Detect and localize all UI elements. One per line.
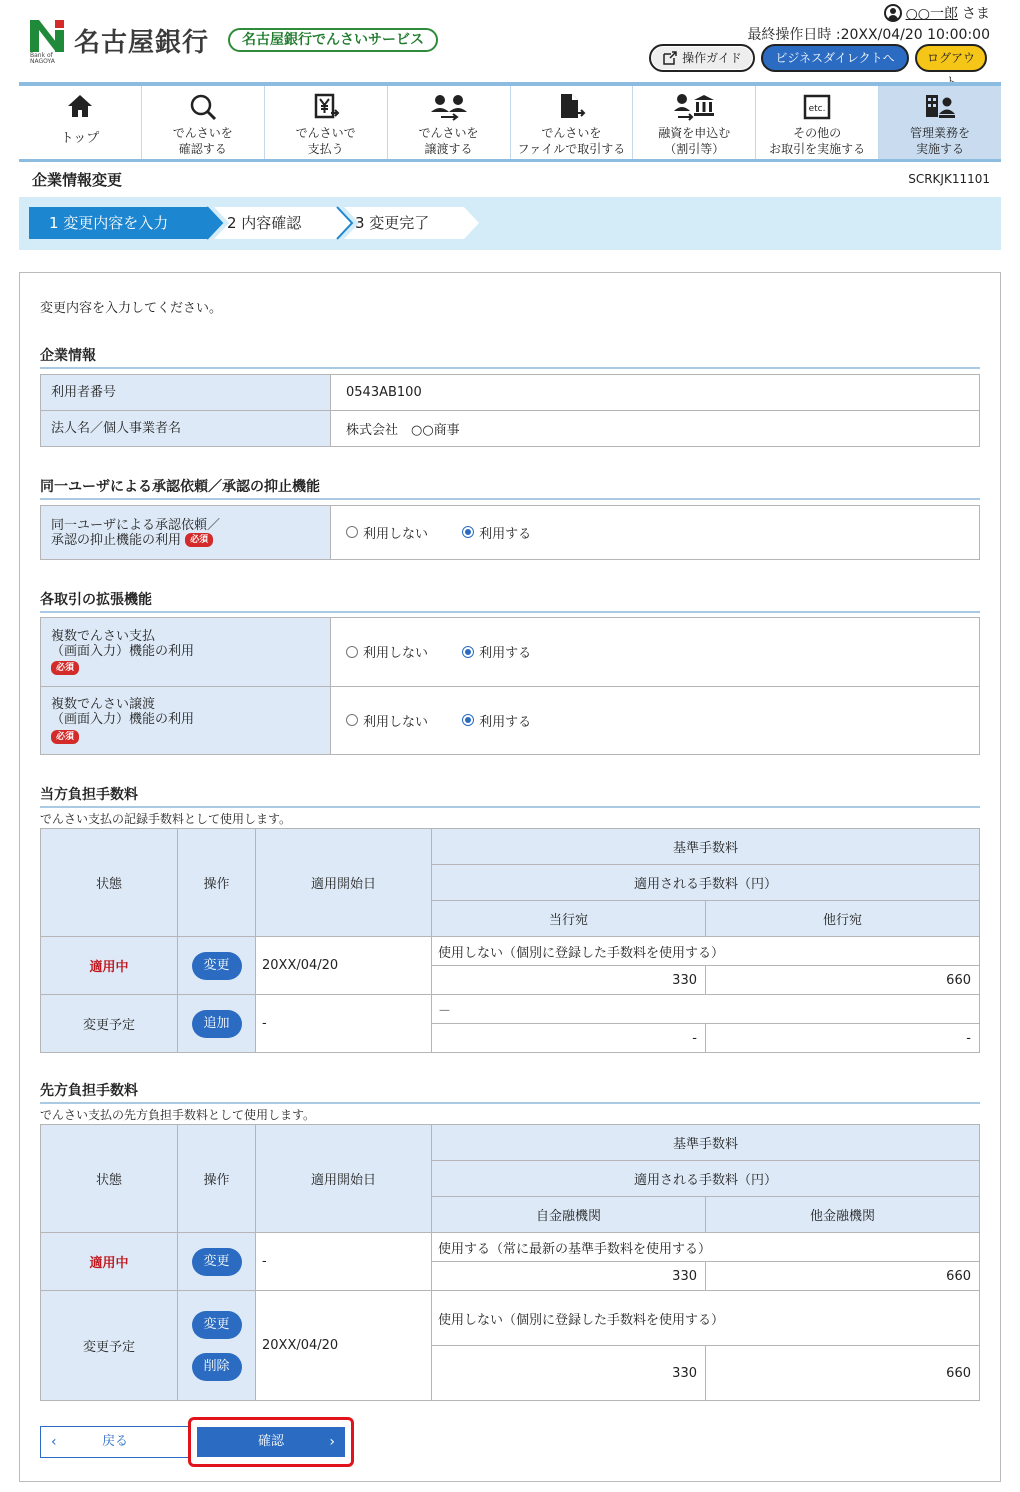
same-user-no-radio[interactable] <box>346 523 428 542</box>
other-fee-h-col2: 他金融機関 <box>706 1197 980 1233</box>
own-fee-table <box>40 828 980 1053</box>
other-fee-r2-note: 使用しない（個別に登録した手数料を使用する） <box>432 1291 980 1346</box>
nav-confirm-label-1: でんさいを <box>172 126 233 140</box>
main-panel <box>19 272 1001 1482</box>
nav-confirm-label-2: 確認する <box>178 142 227 156</box>
own-fee-r1-note: 使用しない（個別に登録した手数料を使用する） <box>432 937 980 966</box>
required-badge: 必須 <box>51 730 79 744</box>
other-fee-r1-op-cell <box>178 1233 256 1291</box>
other-fee-h-base: 基準手数料 <box>432 1125 980 1161</box>
other-fee-r2-date: 20XX/04/20 <box>256 1291 432 1401</box>
nav-pay-label-1: でんさいで <box>295 126 356 140</box>
corp-name-value: 株式会社 ○○商事 <box>331 411 980 447</box>
other-fee-h-start: 適用開始日 <box>256 1125 432 1233</box>
radio-selected-icon <box>462 646 474 658</box>
nav-transfer[interactable] <box>388 86 511 159</box>
radio-selected-icon <box>462 714 474 726</box>
step-3: 3 変更完了 <box>355 214 430 232</box>
admin-building-icon <box>923 92 957 122</box>
table-row <box>41 829 980 865</box>
other-fee-r1-note: 使用する（常に最新の基準手数料を使用する） <box>432 1233 980 1262</box>
nav-admin[interactable] <box>879 86 1001 159</box>
nav-confirm[interactable] <box>142 86 265 159</box>
own-fee-h-op: 操作 <box>178 829 256 937</box>
bank-sub-label: Bank of NAGOYA <box>30 52 55 65</box>
confirm-highlight <box>188 1417 354 1467</box>
nav-pay-label-2: 支払う <box>307 142 344 156</box>
own-fee-r1-date: 20XX/04/20 <box>256 937 432 995</box>
operation-guide-button[interactable] <box>649 44 755 72</box>
page-title: 企業情報変更 <box>32 171 123 189</box>
multi-pay-label <box>41 618 331 687</box>
header <box>0 0 1020 82</box>
other-fee-r2-op-cell <box>178 1291 256 1401</box>
other-fee-h-applied: 適用される手数料（円） <box>432 1161 980 1197</box>
nav-file-label-1: でんさいを <box>541 126 602 140</box>
user-no-value: 0543AB100 <box>331 375 980 411</box>
multi-transfer-label-1: 複数でんさい譲渡 <box>51 697 156 712</box>
required-badge: 必須 <box>51 661 79 675</box>
table-row <box>41 411 980 447</box>
same-user-yes-radio[interactable] <box>462 523 531 542</box>
other-fee-h-status: 状態 <box>41 1125 178 1233</box>
other-fee-r2-v2: 660 <box>706 1346 980 1401</box>
user-suffix: さま <box>962 6 990 22</box>
own-fee-r1-op-cell <box>178 937 256 995</box>
own-fee-add-button[interactable]: 追加 <box>192 1010 242 1038</box>
table-row <box>41 618 980 687</box>
nav-file-label-2: ファイルで取引する <box>517 142 626 156</box>
service-badge: 名古屋銀行でんさいサービス <box>228 28 438 52</box>
section-ext-title: 各取引の拡張機能 <box>40 589 980 613</box>
nav-file[interactable] <box>511 86 634 159</box>
other-fee-r1-status: 適用中 <box>41 1233 178 1291</box>
user-no-label: 利用者番号 <box>41 375 331 411</box>
own-fee-desc: でんさい支払の記録手数料として使用します。 <box>40 812 292 826</box>
required-badge: 必須 <box>185 533 213 547</box>
radio-label: 利用しない <box>363 646 429 662</box>
nav-pay[interactable] <box>265 86 388 159</box>
other-fee-r2-delete-button[interactable]: 削除 <box>192 1353 242 1381</box>
nav-admin-label-1: 管理業務を <box>910 126 971 140</box>
multi-transfer-label <box>41 687 331 755</box>
radio-label: 利用する <box>479 714 532 730</box>
other-fee-desc: でんさい支払の先方負担手数料として使用します。 <box>40 1108 316 1122</box>
multi-pay-yes-radio[interactable] <box>462 642 531 661</box>
last-operation-time: 最終操作日時 :20XX/04/20 10:00:00 <box>747 27 990 43</box>
nav-other[interactable] <box>756 86 879 159</box>
own-fee-r2-date: - <box>256 995 432 1053</box>
logout-button[interactable]: ログアウ <box>915 44 987 72</box>
same-user-options <box>331 506 980 560</box>
corp-name-label: 法人名／個人事業者名 <box>41 411 331 447</box>
back-label: 戻る <box>101 1434 128 1449</box>
chevron-right-icon: › <box>329 1434 335 1450</box>
screen-id: SCRKJK11101 <box>908 172 990 186</box>
nav-top-label: トップ <box>60 131 100 146</box>
nav-loan[interactable] <box>633 86 756 159</box>
radio-label: 利用する <box>479 646 532 662</box>
multi-transfer-options <box>331 687 980 755</box>
step-indicator <box>19 197 1001 250</box>
confirm-button[interactable] <box>197 1427 345 1457</box>
step-2: 2 内容確認 <box>227 214 302 232</box>
same-user-label-2: 承認の抑止機能の利用 <box>51 532 182 548</box>
nav-other-label-2: お取引を実施する <box>769 142 866 156</box>
bank-loan-icon <box>672 92 716 122</box>
radio-icon <box>346 714 358 726</box>
own-fee-h-status: 状態 <box>41 829 178 937</box>
multi-transfer-yes-radio[interactable] <box>462 711 531 730</box>
nav-loan-label-1: 融資を申込む <box>658 126 731 140</box>
radio-label: 利用しない <box>363 526 429 542</box>
user-name-link[interactable]: ○○一郎 <box>905 6 958 22</box>
chevron-left-icon: ‹ <box>51 1434 57 1450</box>
radio-label: 利用しない <box>363 714 429 730</box>
svg-text:etc.: etc. <box>808 104 826 114</box>
operation-guide-label: 操作ガイド <box>682 51 742 65</box>
search-icon <box>188 92 218 122</box>
nav-other-label-1: その他の <box>793 126 842 140</box>
table-row <box>41 687 980 755</box>
nav-admin-label-2: 実施する <box>916 142 965 156</box>
user-icon <box>884 4 902 22</box>
bank-name: 名古屋銀行 <box>74 28 210 58</box>
user-info <box>884 3 990 23</box>
same-user-table <box>40 505 980 560</box>
header-buttons <box>649 44 987 72</box>
file-transfer-icon <box>556 92 586 122</box>
section-same-user-title: 同一ユーザによる承認依頼／承認の抑止機能 <box>40 476 980 500</box>
nav-transfer-label-1: でんさいを <box>418 126 479 140</box>
own-fee-h-start: 適用開始日 <box>256 829 432 937</box>
ext-table <box>40 617 980 755</box>
etc-icon <box>802 92 832 122</box>
table-row <box>41 1125 980 1161</box>
biz-direct-button[interactable]: ビジネスダイレクトへ <box>761 44 909 72</box>
own-fee-r2-v1: - <box>432 1024 706 1053</box>
section-other-fee-title: 先方負担手数料 <box>40 1080 980 1104</box>
own-fee-r1-status: 適用中 <box>41 937 178 995</box>
bank-logo-icon <box>30 20 64 52</box>
table-row <box>41 1291 980 1346</box>
company-info-table <box>40 374 980 447</box>
table-row <box>41 1233 980 1262</box>
table-row <box>41 506 980 560</box>
other-fee-h-col1: 自金融機関 <box>432 1197 706 1233</box>
other-fee-table <box>40 1124 980 1401</box>
other-fee-r2-change-button[interactable]: 変更 <box>192 1311 242 1339</box>
own-fee-h-base: 基準手数料 <box>432 829 980 865</box>
multi-pay-label-1: 複数でんさい支払 <box>51 628 156 644</box>
other-fee-r1-date: - <box>256 1233 432 1291</box>
table-row <box>41 375 980 411</box>
external-link-icon <box>662 50 678 66</box>
own-fee-h-col1: 当行宛 <box>432 901 706 937</box>
nav-transfer-label-2: 譲渡する <box>424 142 473 156</box>
own-fee-r2-status: 変更予定 <box>41 995 178 1053</box>
intro-text: 変更内容を入力してください。 <box>40 301 223 316</box>
home-icon <box>65 92 95 120</box>
nav-top[interactable] <box>19 86 142 159</box>
own-fee-h-col2: 他行宛 <box>706 901 980 937</box>
other-fee-h-op: 操作 <box>178 1125 256 1233</box>
radio-icon <box>346 526 358 538</box>
other-fee-change-button[interactable]: 変更 <box>192 1248 242 1276</box>
other-fee-r2-status: 変更予定 <box>41 1291 178 1401</box>
section-company-title: 企業情報 <box>40 345 980 369</box>
back-button[interactable] <box>40 1426 190 1458</box>
nav-loan-label-2: （割引等） <box>664 142 725 156</box>
radio-icon <box>346 646 358 658</box>
own-fee-r2-v2: - <box>706 1024 980 1053</box>
multi-pay-label-2: （画面入力）機能の利用 <box>51 643 195 659</box>
own-fee-change-button[interactable]: 変更 <box>192 952 242 980</box>
table-row <box>41 937 980 966</box>
own-fee-h-applied: 適用される手数料（円） <box>432 865 980 901</box>
own-fee-r1-v1: 330 <box>432 966 706 995</box>
table-row <box>41 995 980 1024</box>
confirm-label: 確認 <box>257 1434 284 1449</box>
same-user-label <box>41 506 331 560</box>
other-fee-r2-v1: 330 <box>432 1346 706 1401</box>
radio-selected-icon <box>462 526 474 538</box>
multi-pay-no-radio[interactable] <box>346 642 428 661</box>
radio-label: 利用する <box>479 526 532 542</box>
users-transfer-icon <box>427 92 471 122</box>
yen-document-icon <box>311 92 341 122</box>
main-nav <box>19 82 1001 162</box>
multi-transfer-label-2: （画面入力）機能の利用 <box>51 712 195 727</box>
multi-transfer-no-radio[interactable] <box>346 711 428 730</box>
section-own-fee-title: 当方負担手数料 <box>40 784 980 808</box>
own-fee-r2-note: － <box>432 995 980 1024</box>
same-user-label-1: 同一ユーザによる承認依頼／ <box>51 517 221 533</box>
own-fee-r1-v2: 660 <box>706 966 980 995</box>
step-1-current: 1 変更内容を入力 <box>49 214 169 232</box>
multi-pay-options <box>331 618 980 687</box>
other-fee-r1-v2: 660 <box>706 1262 980 1291</box>
other-fee-r1-v1: 330 <box>432 1262 706 1291</box>
own-fee-r2-op-cell <box>178 995 256 1053</box>
